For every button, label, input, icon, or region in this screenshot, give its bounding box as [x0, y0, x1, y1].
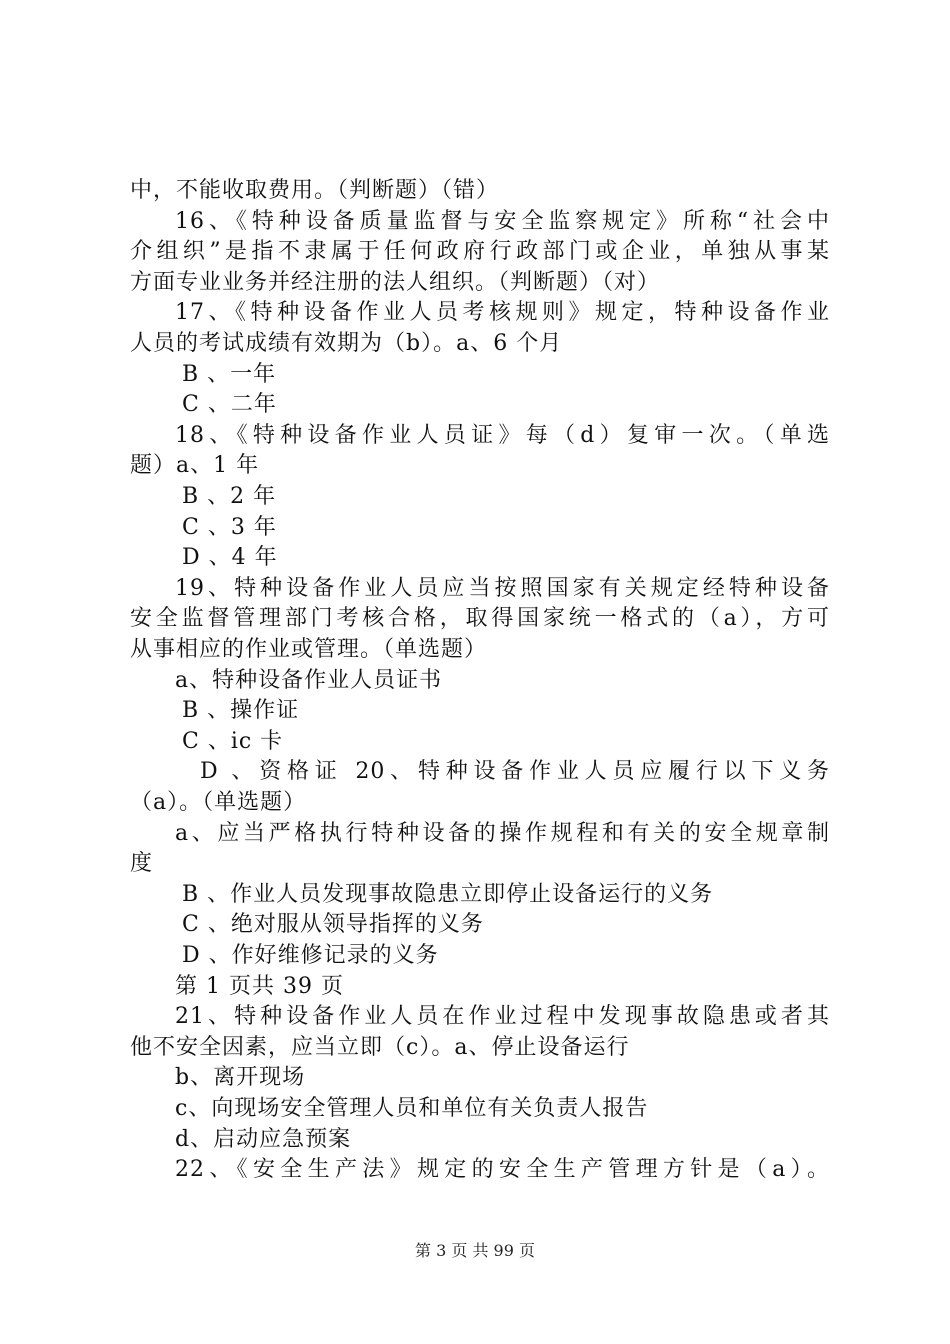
text-line: 安全监督管理部门考核合格，取得国家统一格式的（a），方可: [130, 606, 830, 632]
text-line: 介组织”是指不隶属于任何政府行政部门或企业，单独从事某: [130, 239, 830, 265]
text-line: B 、操作证: [182, 698, 300, 724]
text-line: a、特种设备作业人员证书: [175, 667, 443, 693]
text-line: 22、《安全生产法》规定的安全生产管理方针是（a）。: [175, 1157, 830, 1183]
text-line: 他不安全因素，应当立即（c）。a、停止设备运行: [130, 1034, 630, 1060]
text-line: B 、2 年: [182, 484, 277, 509]
text-line: d、启动应急预案: [175, 1126, 352, 1152]
text-line: C 、绝对服从领导指挥的义务: [182, 912, 484, 938]
text-line: 从事相应的作业或管理。（单选题）: [130, 637, 488, 662]
text-line: 人员的考试成绩有效期为（b）。a、6 个月: [130, 331, 563, 356]
text-line: a、应当严格执行特种设备的操作规程和有关的安全规章制: [175, 820, 830, 846]
text-line: 16、《特种设备质量监督与安全监察规定》所称“社会中: [175, 208, 830, 234]
text-line: B 、作业人员发现事故隐患立即停止设备运行的义务: [182, 881, 714, 907]
text-line: C 、ic 卡: [182, 728, 284, 754]
text-line: 21、特种设备作业人员在作业过程中发现事故隐患或者其: [175, 1004, 830, 1030]
text-line: c、向现场安全管理人员和单位有关负责人报告: [175, 1096, 649, 1121]
text-line: B 、一年: [182, 361, 277, 387]
text-line: 度: [130, 851, 154, 877]
text-line: 19、特种设备作业人员应当按照国家有关规定经特种设备: [175, 575, 830, 601]
text-line: 题）a、1 年: [130, 453, 260, 479]
text-line: b、离开现场: [175, 1065, 306, 1091]
text-line: 17、《特种设备作业人员考核规则》规定，特种设备作业: [175, 300, 830, 326]
text-line: 18、《特种设备作业人员证》每（d）复审一次。（单选: [175, 422, 830, 448]
text-line: 第 1 页共 39 页: [175, 973, 344, 999]
text-line: C 、3 年: [182, 514, 277, 540]
text-line: 中，不能收取费用。（判断题）（错）: [130, 178, 500, 203]
text-line: C 、二年: [182, 392, 277, 418]
text-line: D 、作好维修记录的义务: [182, 943, 439, 968]
text-line: （a）。（单选题）: [130, 790, 307, 815]
text-line: 方面专业业务并经注册的法人组织。（判断题）（对）: [130, 269, 661, 295]
text-line: D 、资格证 20、特种设备作业人员应履行以下义务: [200, 759, 830, 785]
page-footer: 第 3 页 共 99 页: [415, 1241, 535, 1260]
text-line: D 、4 年: [182, 545, 278, 571]
